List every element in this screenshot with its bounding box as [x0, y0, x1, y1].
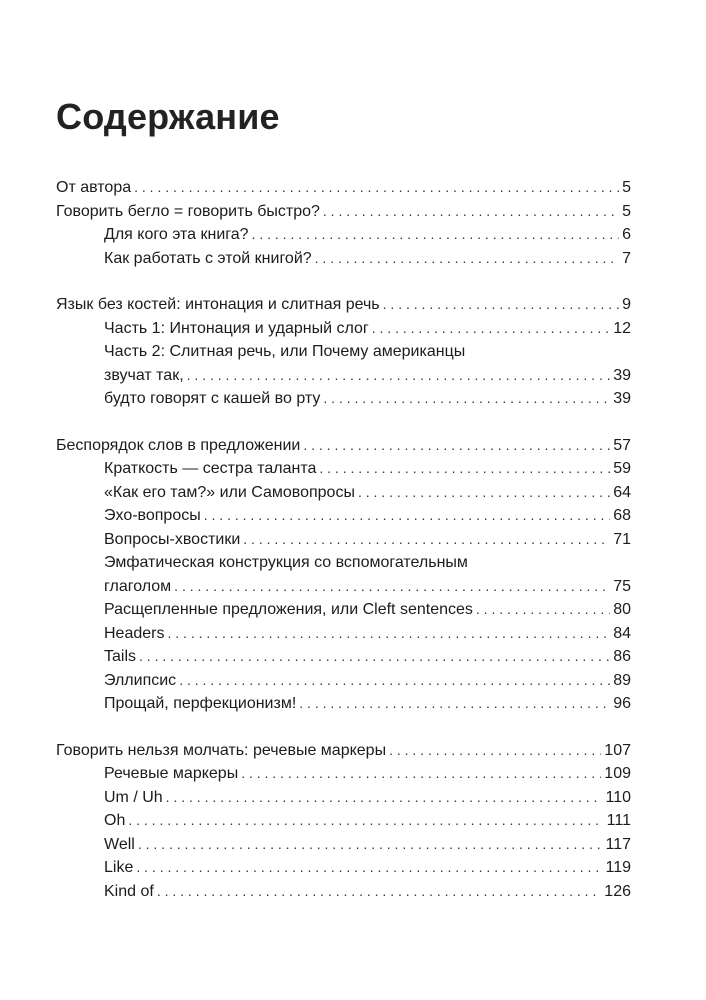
toc-entry-title: «Как его там?» или Самовопросы: [104, 483, 355, 501]
toc-page-number: 110: [605, 788, 631, 806]
dot-leader: [389, 739, 601, 763]
toc-page-number: 89: [613, 671, 631, 689]
toc-subentry[interactable]: [56, 575, 631, 599]
toc-subentry[interactable]: [56, 481, 631, 505]
toc-page-number: 84: [613, 624, 631, 642]
toc-entry-title: Говорить бегло = говорить быстро?: [56, 202, 320, 220]
toc-entry-title: Для кого эта книга?: [104, 226, 249, 243]
toc-page-number: 59: [613, 460, 631, 477]
toc-subentry[interactable]: [56, 645, 631, 669]
toc-subentry[interactable]: [56, 598, 631, 622]
toc-entry-title: Речевые маркеры: [104, 765, 239, 782]
toc-page-number: 9: [622, 296, 631, 313]
dot-leader: [476, 598, 610, 622]
toc-page-number: 86: [613, 648, 631, 665]
dot-leader: [157, 880, 601, 904]
toc-page-number: 7: [622, 249, 631, 267]
toc-subentry[interactable]: [56, 364, 631, 388]
toc-subentry[interactable]: [56, 809, 631, 833]
toc-page-number: 39: [613, 390, 631, 407]
dot-leader: [128, 809, 603, 833]
dot-leader: [358, 481, 610, 505]
toc-subentry[interactable]: [56, 762, 631, 786]
toc-page-number: 5: [622, 179, 631, 196]
dot-leader: [323, 387, 610, 411]
toc-entry-title: Прощай, перфекционизм!: [104, 695, 297, 712]
toc-entry-title: Расщепленные предложения, или Cleft sentences: [104, 601, 473, 618]
toc-entry-title: Эллипсис: [104, 671, 177, 689]
toc-subentry[interactable]: [56, 880, 631, 904]
toc-entry-title: Kind of: [104, 882, 154, 900]
toc-entry-title: Um / Uh: [104, 788, 163, 806]
dot-leader: [243, 528, 610, 552]
toc-section: [56, 739, 631, 904]
dot-leader: [136, 856, 602, 880]
toc-subentry[interactable]: [56, 387, 631, 411]
table-of-contents: [56, 176, 631, 926]
toc-page-number: 109: [604, 765, 631, 782]
toc-subentry[interactable]: [56, 786, 631, 810]
toc-subentry[interactable]: [56, 669, 631, 693]
toc-entry-title: Краткость — сестра таланта: [104, 460, 317, 477]
toc-entry[interactable]: [56, 434, 631, 458]
toc-entry-title: звучат так,: [104, 366, 184, 384]
dot-leader: [187, 364, 611, 388]
dot-leader: [138, 833, 603, 857]
dot-leader: [204, 504, 610, 528]
toc-page-number: 75: [613, 577, 631, 595]
page-title: Содержание: [56, 96, 280, 137]
dot-leader: [166, 786, 603, 810]
toc-subentry[interactable]: [56, 833, 631, 857]
toc-subentry[interactable]: [56, 247, 631, 271]
toc-entry[interactable]: [56, 739, 631, 763]
toc-page-number: 111: [606, 812, 631, 829]
toc-entry[interactable]: [56, 293, 631, 317]
toc-page-number: 57: [613, 436, 631, 454]
toc-page-number: 80: [613, 601, 631, 618]
dot-leader: [139, 645, 610, 669]
toc-subentry[interactable]: [56, 457, 631, 481]
dot-leader: [179, 669, 610, 693]
dot-leader: [174, 575, 610, 599]
toc-entry[interactable]: [56, 200, 631, 224]
toc-page-number: 117: [605, 835, 631, 853]
toc-entry-title-line: Эмфатическая конструкция со вспомогательным: [104, 554, 468, 571]
toc-entry[interactable]: [56, 176, 631, 200]
toc-page-number: 126: [604, 882, 631, 900]
toc-entry-title: Беспорядок слов в предложении: [56, 436, 301, 454]
dot-leader: [319, 457, 610, 481]
toc-entry-title: От автора: [56, 179, 132, 196]
toc-page-number: 119: [605, 859, 631, 876]
dot-leader: [299, 692, 610, 716]
toc-subentry[interactable]: [56, 622, 631, 646]
dot-leader: [303, 434, 610, 458]
toc-entry-title: Tails: [104, 648, 137, 665]
dot-leader: [323, 200, 619, 224]
toc-entry-title: Говорить нельзя молчать: речевые маркеры: [56, 741, 387, 759]
toc-entry-title: Часть 1: Интонация и ударный слог: [104, 319, 369, 337]
dot-leader: [383, 293, 619, 317]
toc-entry-title: Well: [104, 835, 135, 853]
toc-page-number: 64: [613, 483, 631, 501]
toc-page-number: 39: [613, 366, 631, 384]
toc-subentry[interactable]: [56, 856, 631, 880]
toc-page-number: 68: [613, 507, 631, 524]
dot-leader: [315, 247, 619, 271]
toc-page-number: 71: [613, 530, 631, 548]
toc-entry-title: Эхо-вопросы: [104, 507, 201, 524]
dot-leader: [252, 223, 620, 247]
dot-leader: [241, 762, 601, 786]
toc-subentry[interactable]: [56, 317, 631, 341]
toc-page-number: 6: [622, 226, 631, 243]
toc-page-number: 96: [613, 695, 631, 712]
toc-entry-title: Вопросы-хвостики: [104, 530, 241, 548]
toc-entry-title: Headers: [104, 624, 165, 642]
toc-entry-title: Язык без костей: интонация и слитная речь: [56, 296, 380, 313]
toc-entry-title: будто говорят с кашей во рту: [104, 390, 321, 407]
toc-section: [56, 176, 631, 270]
toc-entry-title: Like: [104, 859, 134, 876]
toc-subentry[interactable]: [56, 528, 631, 552]
toc-section: [56, 293, 631, 411]
dot-leader: [372, 317, 610, 341]
toc-entry-title: глаголом: [104, 577, 172, 595]
toc-entry-title: Oh: [104, 812, 126, 829]
toc-subentry[interactable]: [56, 223, 631, 247]
toc-entry-title-line: Часть 2: Слитная речь, или Почему американцы: [104, 343, 466, 360]
toc-subentry[interactable]: [56, 692, 631, 716]
toc-page-number: 5: [622, 202, 631, 220]
toc-entry-title: Как работать с этой книгой?: [104, 249, 312, 267]
dot-leader: [134, 176, 619, 200]
toc-subentry[interactable]: [56, 504, 631, 528]
toc-page-number: 107: [604, 741, 631, 759]
toc-section: [56, 434, 631, 716]
toc-page-number: 12: [613, 319, 631, 337]
dot-leader: [167, 622, 610, 646]
